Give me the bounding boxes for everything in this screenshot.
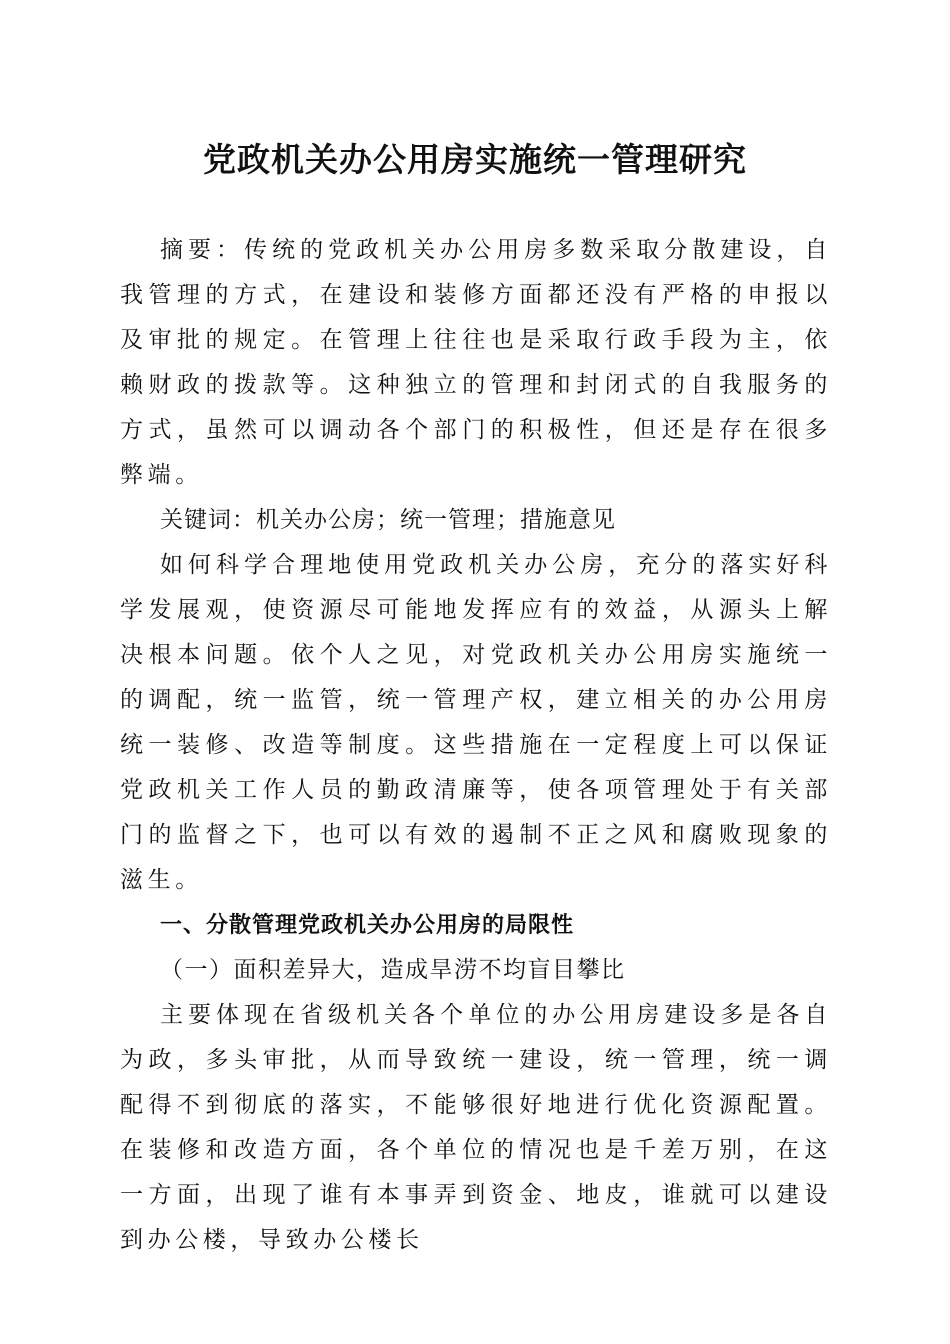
subsection-heading: （一）面积差异大，造成旱涝不均盲目攀比 (160, 957, 626, 983)
document-title: 党政机关办公用房实施统一管理研究 (203, 140, 747, 179)
intro-paragraph: 如何科学合理地使用党政机关办公房，充分的落实好科学发展观，使资源尽可能地发挥应有的效益，从源头上解决根本问题。依个人之见，对党政机关办公用房实施统一的调配，统一监管，统一管理产权，建立相关的办公用房统一装修、改造等制度。这些措施在一定程度上可以保证党政机关工作人员的勤政清廉等，使各项管理处于有关部门的监督之下，也可以有效的遏制不正之风和腐败现象的滋生。 (120, 552, 832, 893)
section-heading: 一、分散管理党政机关办公用房的局限性 (160, 913, 575, 938)
subsection-paragraph: 主要体现在省级机关各个单位的办公用房建设多是各自为政，多头审批，从而导致统一建设，统一管理，统一调配得不到彻底的落实，不能够很好地进行优化资源配置。在装修和改造方面，各个单位的情况也是千差万别，在这一方面，出现了谁有本事弄到资金、地皮，谁就可以建设到办公楼，导致办公楼长 (120, 1002, 832, 1253)
keywords-line: 关键词：机关办公房；统一管理；措施意见 (160, 507, 616, 533)
document-body (120, 228, 832, 1263)
abstract-paragraph: 摘要：传统的党政机关办公用房多数采取分散建设，自我管理的方式，在建设和装修方面都还没有严格的申报以及审批的规定。在管理上往往也是采取行政手段为主，依赖财政的拨款等。这种独立的管理和封闭式的自我服务的方式，虽然可以调动各个部门的积极性，但还是存在很多弊端。 (120, 237, 832, 488)
